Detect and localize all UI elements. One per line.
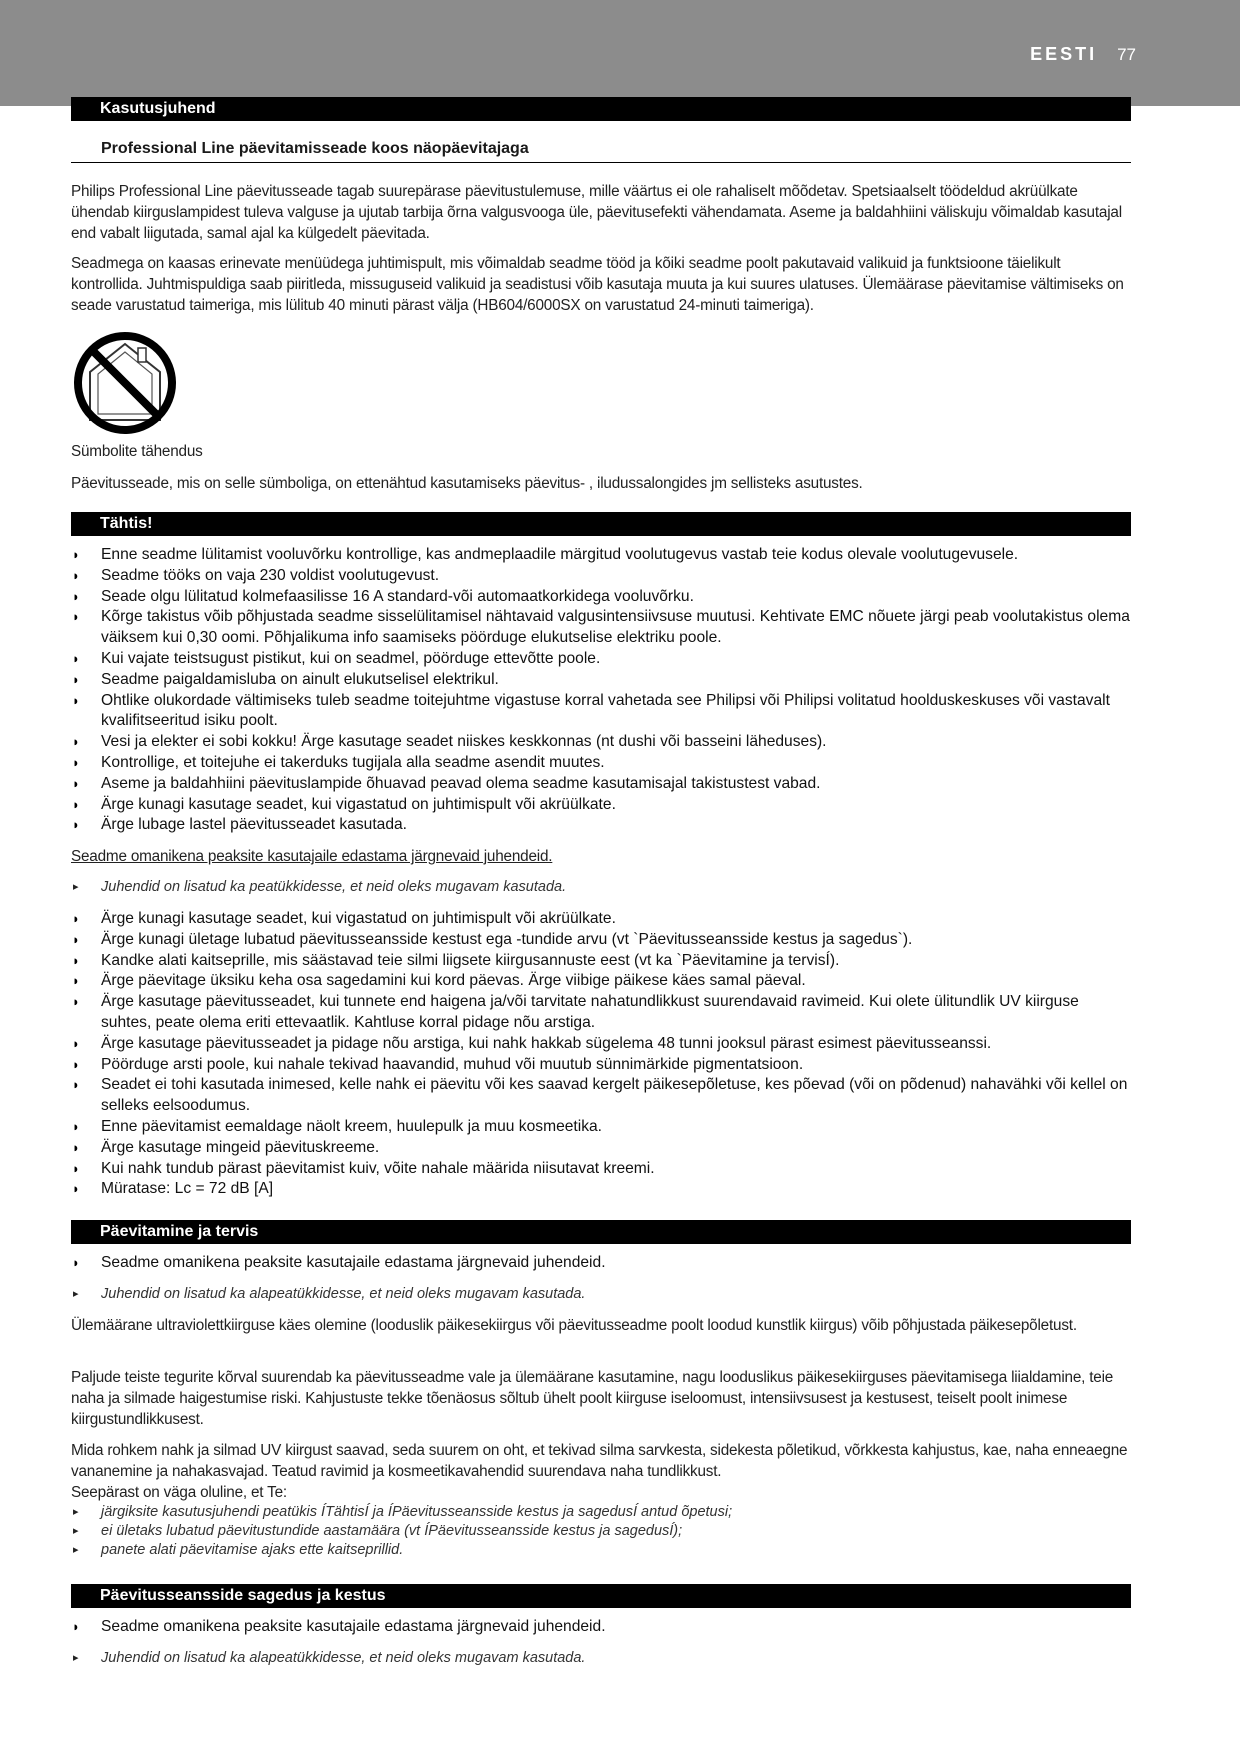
language-label: EESTI: [1030, 44, 1098, 64]
list-item: ◗ Enne seadme lülitamist vooluvõrku kontrollige, kas andmeplaadile märgitud voolutugevus vastab teie kodus olevale voolutugevusele.: [71, 545, 1131, 566]
list-item: ◗ Ärge kunagi kasutage seadet, kui vigastatud on juhtimispult või akrüülkate.: [71, 909, 1131, 930]
list-item: ◗ Seadme omanikena peaksite kasutajaile edastama järgnevaid juhendeid.: [71, 1617, 1131, 1638]
list-item: ◗ Ärge kasutage mingeid päevituskreeme.: [71, 1138, 1131, 1159]
page-number: 77: [1117, 45, 1136, 64]
header-group: [1030, 44, 1136, 65]
product-title: Professional Line päevitamisseade koos näopäevitajaga: [71, 140, 1131, 163]
health-items-list: [71, 1503, 1131, 1560]
freq-owner-list: [71, 1617, 1131, 1638]
intro-paragraph-1: Philips Professional Line päevitusseade tagab suurepärase päevitustulemuse, mille väärtus ei ole rahaliselt mõõdetav. Spetsiaalselt töödeldud akrüülkate ühendab kiirguslampidest tuleva valguse ja ujutab tarbija õrna valgusvooga üle, päevitusefekti vähendamata. Aseme ja baldahhiini väliskuju võimaldab kasutajal end vabalt liigutada, samal ajal ka külgedelt päevitada.: [71, 183, 1122, 242]
list-item: ◗ Kõrge takistus võib põhjustada seadme sisselülitamisel nähtavaid valgusintensiivsuse muutusi. Kehtivate EMC nõuete järgi peab voolutakistus olema väiksem kui 0,30 oomi. Põhjalikuma info saamiseks pöörduge elukutselise elektriku poole.: [71, 607, 1131, 649]
health-paragraph-4: Seepärast on väga oluline, et Te:: [71, 1484, 287, 1501]
list-item: ◗ Kui nahk tundub pärast päevitamist kuiv, võite nahale määrida niisutavat kreemi.: [71, 1159, 1131, 1180]
list-item: ◗ Ohtlike olukordade vältimiseks tuleb seadme toitejuhtme vigastuse korral vahetada see Philipsi või Philipsi volitatud hoolduskeskuses või vastavalt kvalifitseeritud isiku poolt.: [71, 691, 1131, 733]
chapters-note-list: [71, 878, 1131, 897]
health-sub-note: ▸ Juhendid on lisatud ka alapeatükkidesse, et neid oleks mugavam kasutada.: [71, 1285, 1131, 1304]
list-item: ◗ Kandke alati kaitseprille, mis säästavad teie silmi liigsete kiirgusannuste eest (vt ka `Päevitamine ja tervisÍ).: [71, 951, 1131, 972]
section-bar-paevitusseansside-sagedus: Päevitusseansside sagedus ja kestus: [71, 1584, 1131, 1608]
list-item: ◗ Vesi ja elekter ei sobi kokku! Ärge kasutage seadet niiskes keskkonnas (nt dushi või basseini läheduses).: [71, 732, 1131, 753]
important-list: [71, 545, 1131, 836]
list-item: ▸ panete alati päevitamise ajaks ette kaitseprillid.: [71, 1541, 1131, 1560]
symbol-caption: Sümbolite tähendus: [71, 443, 203, 460]
page-header: [0, 0, 1240, 106]
freq-note-list: [71, 1649, 1131, 1668]
list-item: ◗ Seade olgu lülitatud kolmefaasilisse 16 A standard-või automaatkorkidega vooluvõrku.: [71, 587, 1131, 608]
chapters-note: ▸ Juhendid on lisatud ka peatükkidesse, et neid oleks mugavam kasutada.: [71, 878, 1131, 897]
health-owner-list: [71, 1253, 1131, 1274]
list-item: ◗ Ärge päevitage üksiku keha osa sagedamini kui kord päevas. Ärge viibige päikese käes samal päeval.: [71, 971, 1131, 992]
list-item: ◗ Pöörduge arsti poole, kui nahale tekivad haavandid, muhud või muutub sünnimärkide pigmentatsioon.: [71, 1055, 1131, 1076]
list-item: ◗ Ärge kunagi ületage lubatud päevitusseansside kestust ega -tundide arvu (vt `Päevitusseansside kestus ja sagedus`).: [71, 930, 1131, 951]
list-item: ◗ Ärge kasutage päevitusseadet ja pidage nõu arstiga, kui nahk hakkab sügelema 48 tunni jooksul pärast esimest päevitusseanssi.: [71, 1034, 1131, 1055]
list-item: ◗ Kontrollige, et toitejuhe ei takerduks tugijala alla seadme asendit muutes.: [71, 753, 1131, 774]
section-bar-tahtis: Tähtis!: [71, 512, 1131, 536]
health-paragraph-2: Paljude teiste tegurite kõrval suurendab ka päevitusseadme vale ja ülemäärane kasutamine, nagu looduslikus päikesekiirguses päevitamisega liialdamine, teie naha ja silmade haigestumise riski. Kahjustuste tekke tõenäosus sõltub ühelt poolt kiirguse iseloomust, intensiivsusest ja kestusest, teiselt poolt inimese kiirgustundlikkusest.: [71, 1369, 1114, 1428]
list-item: ◗ Müratase: Lc = 72 dB [A]: [71, 1179, 1131, 1200]
list-item: ◗ Ärge kunagi kasutage seadet, kui vigastatud on juhtimispult või akrüülkate.: [71, 795, 1131, 816]
health-note-list: [71, 1285, 1131, 1304]
intro-paragraph-2: Seadmega on kaasas erinevate menüüdega juhtimispult, mis võimaldab seadme tööd ja kõiki seadme poolt pakutavaid valikuid ja funktsioone täielikult kontrollida. Juhtmispuldiga saab piiritleda, missuguseid valikuid ja seadistusi võib kasutaja muuta ja kui suures ulatuses. Ülemäärase päevitamise vältimiseks on seade varustatud taimeriga, mis lülitub 40 minuti pärast välja (HB604/6000SX on varustatud 24-minuti taimeriga).: [71, 255, 1124, 314]
list-item: ◗ Seadme tööks on vaja 230 voldist voolutugevust.: [71, 566, 1131, 587]
list-item: ▸ järgiksite kasutusjuhendi peatükis ÍTähtisÍ ja ÍPäevitusseansside kestus ja sagedusÍ antud õpetusi;: [71, 1503, 1131, 1522]
health-paragraph-3: Mida rohkem nahk ja silmad UV kiirgust saavad, seda suurem on oht, et tekivad silma sarvkesta, sidekesta põletikud, võrkkesta kahjustus, kae, naha enneaegne vananemine ja nahakasvajad. Teatud ravimid ja kosmeetikavahendid suurendava naha tundlikkust.: [71, 1442, 1128, 1480]
health-paragraph-1: Ülemäärane ultraviolettkiirguse käes olemine (looduslik päikesekiirgus või päevitusseadme poolt loodud kunstlik kiirgus) võib põhjustada päikesepõletust.: [71, 1317, 1077, 1334]
section-bar-kasutusjuhend: Kasutusjuhend: [71, 97, 1131, 121]
list-item: ◗ Seadme paigaldamisluba on ainult elukutselisel elektrikul.: [71, 670, 1131, 691]
list-item: ◗ Seadme omanikena peaksite kasutajaile edastama järgnevaid juhendeid.: [71, 1253, 1131, 1274]
list-item: ◗ Aseme ja baldahhiini päevituslampide õhuavad peavad olema seadme kasutamisajal takistustest vabad.: [71, 774, 1131, 795]
user-instructions-list: [71, 909, 1131, 1200]
list-item: ◗ Enne päevitamist eemaldage näolt kreem, huulepulk ja muu kosmeetika.: [71, 1117, 1131, 1138]
owner-note: Seadme omanikena peaksite kasutajaile edastama järgnevaid juhendeid.: [71, 848, 553, 865]
no-home-use-icon: [72, 330, 178, 436]
list-item: ◗ Ärge kasutage päevitusseadet, kui tunnete end haigena ja/või tarvitate nahatundlikkust suurendavaid ravimeid. Kui olete ülitundlik UV kiirguse suhtes, peate olema eriti ettevaatlik. Kahtluse korral pidage nõu arstiga.: [71, 992, 1131, 1034]
freq-sub-note: ▸ Juhendid on lisatud ka alapeatükkidesse, et neid oleks mugavam kasutada.: [71, 1649, 1131, 1668]
list-item: ▸ ei ületaks lubatud päevitustundide aastamäära (vt ÍPäevitusseansside kestus ja sagedusÍ);: [71, 1522, 1131, 1541]
list-item: ◗ Seadet ei tohi kasutada inimesed, kelle nahk ei päevitu või kes saavad kergelt päikesepõletuse, kes põevad (või on põdenud) nahavähki või kellel on selleks eelsoodumus.: [71, 1075, 1131, 1117]
list-item: ◗ Kui vajate teistsugust pistikut, kui on seadmel, pöörduge ettevõtte poole.: [71, 649, 1131, 670]
symbol-description: Päevitusseade, mis on selle sümboliga, on ettenähtud kasutamiseks päevitus- , iludussalongides jm sellisteks asutustes.: [71, 475, 863, 492]
list-item: ◗ Ärge lubage lastel päevitusseadet kasutada.: [71, 815, 1131, 836]
section-bar-paevitamine-ja-tervis: Päevitamine ja tervis: [71, 1220, 1131, 1244]
